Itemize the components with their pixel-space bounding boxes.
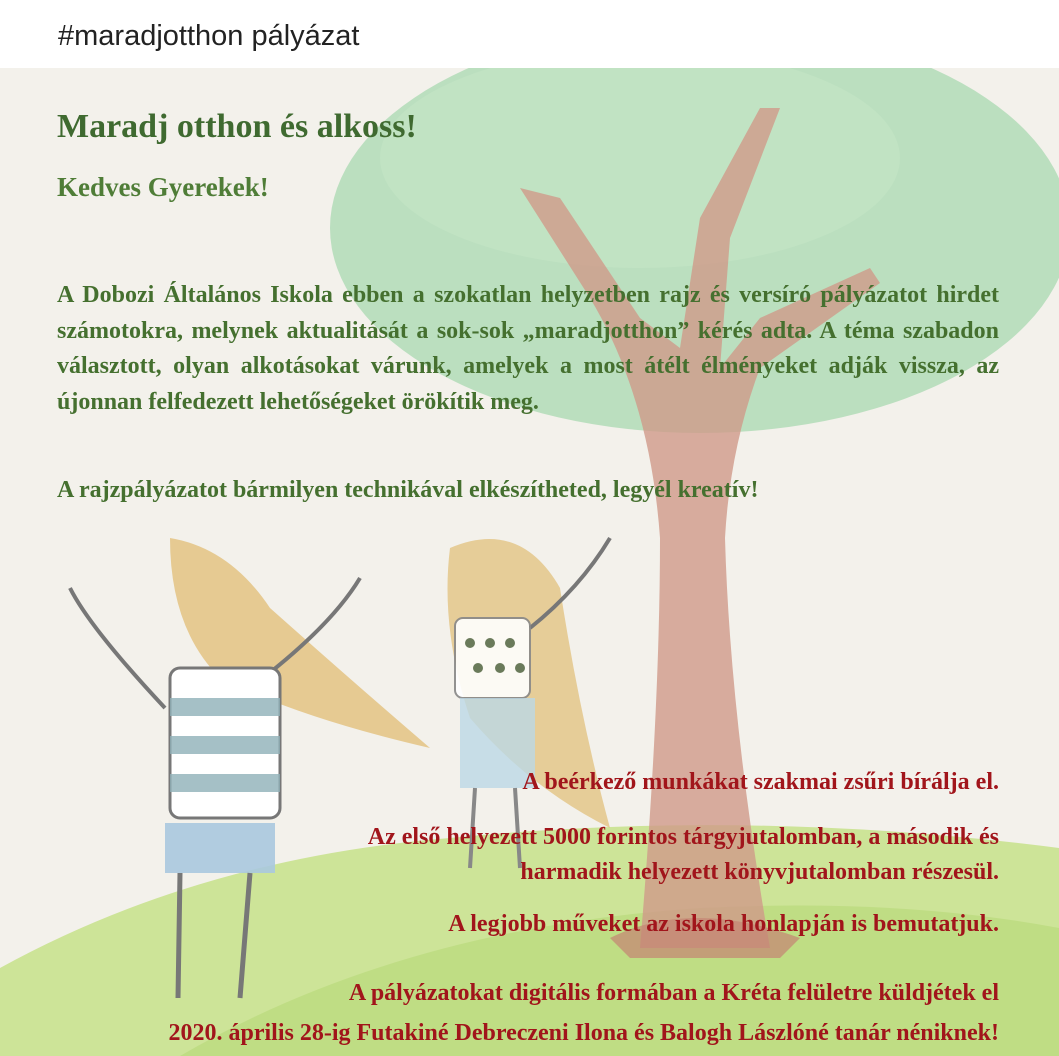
right-child-dot xyxy=(495,663,505,673)
right-child-dot xyxy=(485,638,495,648)
right-child-dot xyxy=(505,638,515,648)
right-child-dot xyxy=(515,663,525,673)
right-child-top xyxy=(455,618,530,698)
prize-notice xyxy=(239,820,999,890)
submit-line-1: A pályázatokat digitális formában a Kréta felületre küldjétek el xyxy=(348,980,999,1006)
submit-line-2: 2020. április 28-ig Futakiné Debreczeni Ilona és Balogh Lászlóné tanár néniknek! xyxy=(168,1020,999,1046)
prize-line-2: harmadik helyezett könyvjutalomban részesül. xyxy=(520,859,999,885)
left-child-stripe xyxy=(170,736,280,754)
right-child-dot xyxy=(473,663,483,673)
poster-paragraph-technique: A rajzpályázatot bármilyen technikával elkészítheted, legyél kreatív! xyxy=(57,477,759,503)
header-bar xyxy=(0,0,1059,68)
poster xyxy=(0,68,1059,1056)
poster-heading: Maradj otthon és alkoss! xyxy=(57,108,417,145)
page-title: #maradjotthon pályázat xyxy=(58,20,360,52)
prize-line-1: Az első helyezett 5000 forintos tárgyjutalomban, a második és xyxy=(367,824,999,850)
right-child-dot xyxy=(465,638,475,648)
poster-greeting: Kedves Gyerekek! xyxy=(57,172,269,202)
poster-paragraph-intro: A Dobozi Általános Iskola ebben a szokatlan helyzetben rajz és versíró pályázatot hirdet számotokra, melynek aktualitását a sok-sok „maradjotthon” kérés adta. A téma szabadon választott, olyan alkotásokat várunk, amelyek a most átélt élményeket adják vissza, az újonnan felfedezett lehetőségeket örökítik meg. xyxy=(57,282,999,415)
left-child-stripe xyxy=(170,698,280,716)
showcase-notice: A legjobb műveket az iskola honlapján is bemutatjuk. xyxy=(448,911,999,937)
jury-notice: A beérkező munkákat szakmai zsűri bírálja el. xyxy=(522,769,999,795)
